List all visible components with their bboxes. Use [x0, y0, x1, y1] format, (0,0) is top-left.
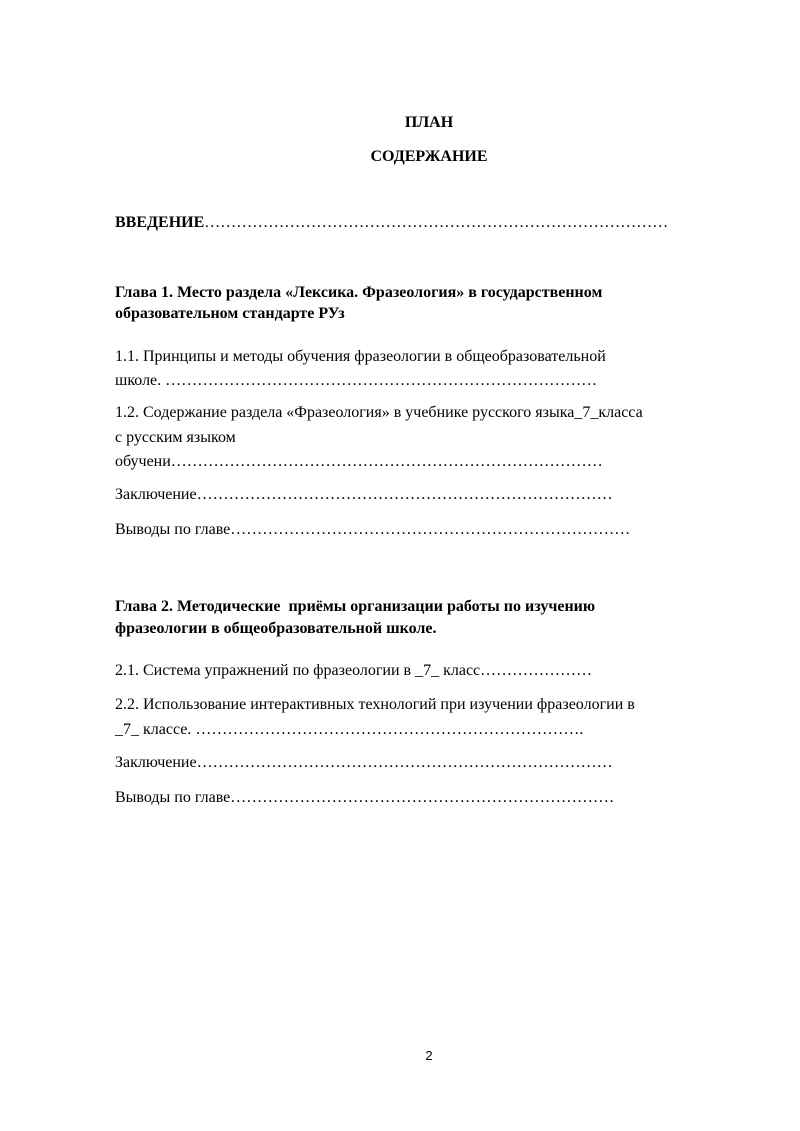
chapter2-item1: 2.1. Система упражнений по фразеологии в _7_ класс………………… — [115, 662, 593, 679]
chapter2-title-line1: Глава 2. Методические приёмы организации работы по изучению — [115, 598, 596, 615]
chapter1-item2-line3: обучени……………………………………………………………………… — [115, 453, 603, 470]
intro-dots: …………………………………………………………………………… — [204, 214, 669, 231]
chapter1-item2-line1: 1.2. Содержание раздела «Фразеология» в учебнике русского языка_7_класса — [115, 404, 643, 421]
chapter1-item1-line2: школе. ……………………………………………………………………… — [115, 372, 598, 389]
page-number: 2 — [425, 1048, 433, 1063]
chapter1-title-line2: образовательном стандарте РУз — [115, 305, 345, 322]
chapter2-title-line2: фразеологии в общеобразовательной школе. — [115, 620, 437, 637]
chapter1-item2-line2: с русским языком — [115, 429, 236, 446]
intro-label: ВВЕДЕНИЕ — [115, 214, 205, 231]
chapter1-findings: Выводы по главе………………………………………………………………… — [115, 521, 631, 538]
chapter2-conclusion: Заключение…………………………………………………………………… — [115, 754, 613, 771]
plan-title: ПЛАН — [404, 114, 454, 131]
contents-title: СОДЕРЖАНИЕ — [370, 148, 488, 165]
chapter2-item2-line2: _7_ классе. ………………………………………………………………. — [115, 721, 584, 738]
chapter1-item1-line1: 1.1. Принципы и методы обучения фразеологии в общеобразовательной — [115, 348, 606, 365]
intro-entry — [115, 212, 735, 234]
chapter1-conclusion: Заключение…………………………………………………………………… — [115, 486, 613, 503]
chapter1-title-line1: Глава 1. Место раздела «Лексика. Фразеология» в государственном — [115, 284, 603, 301]
chapter2-item2-line1: 2.2. Использование интерактивных технологий при изучении фразеологии в — [115, 696, 635, 713]
chapter2-findings: Выводы по главе……………………………………………………………… — [115, 789, 615, 806]
